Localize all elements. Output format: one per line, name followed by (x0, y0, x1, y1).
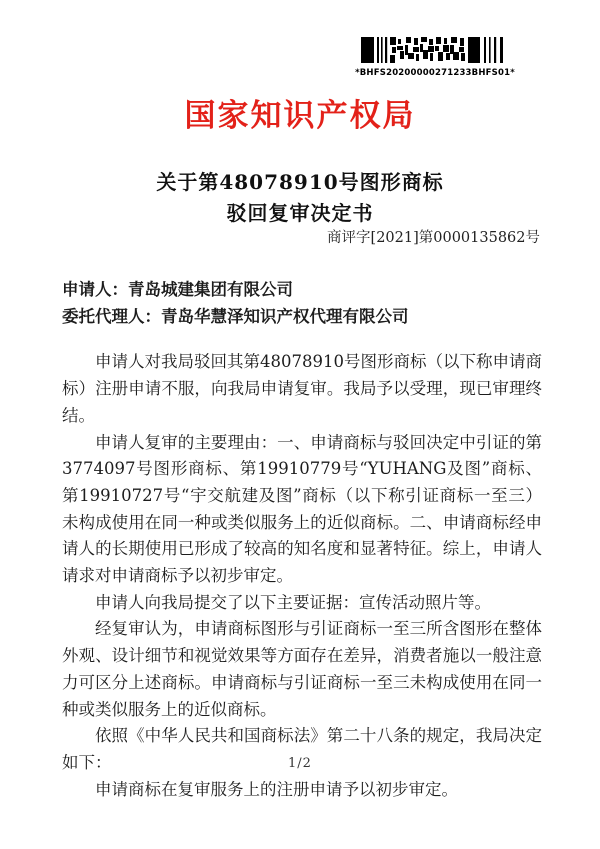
applicant-line: 申请人：青岛城建集团有限公司 (62, 280, 293, 299)
barcode-image (361, 37, 509, 63)
page-number: 1/2 (288, 756, 312, 771)
org-title: 国家知识产权局 (184, 98, 416, 134)
barcode (353, 37, 517, 78)
parties-block (62, 277, 542, 330)
paragraph: 申请人向我局提交了以下主要证据：宣传活动照片等。 (95, 592, 491, 612)
agent-line: 委托代理人：青岛华慧泽知识产权代理有限公司 (62, 306, 409, 326)
barcode-text: *BHFS20200000271233BHFS01* (355, 68, 515, 78)
doc-title-line1: 关于第48078910号图形商标 (156, 170, 444, 194)
doc-title-line2: 驳回复审决定书 (226, 201, 374, 225)
paragraph: 申请人对我局驳回其第48078910号图形商标（以下称申请商标）注册申请不服，向我局申请复审。我局予以受理，现已审理终结。 (62, 352, 542, 425)
paragraph: 依照《中华人民共和国商标法》第二十八条的规定，我局决定如下： (62, 726, 542, 772)
reference-number: 商评字[2021]第0000135862号 (327, 230, 540, 246)
body-paragraphs (62, 349, 542, 803)
doc-title (0, 167, 600, 229)
paragraph: 经复审认为，申请商标图形与引证商标一至三所含图形在整体外观、设计细节和视觉效果等方面存在差异，消费者施以一般注意力可区分上述商标。申请商标与引证商标一至三未构成使用在同一种或类似服务上的近似商标。 (62, 619, 542, 719)
paragraph: 申请商标在复审服务上的注册申请予以初步审定。 (95, 779, 458, 799)
paragraph: 申请人复审的主要理由：一、申请商标与驳回决定中引证的第3774097号图形商标、第19910779号“YUHANG及图”商标、第19910727号“宇交航建及图”商标（以下称引证商标一至三）未构成使用在同一种或类似服务上的近似商标。二、申请商标经申请人的长期使用已形成了较高的知名度和显著特征。综上，申请人请求对申请商标予以初步审定。 (62, 432, 542, 586)
document-body (62, 277, 542, 803)
